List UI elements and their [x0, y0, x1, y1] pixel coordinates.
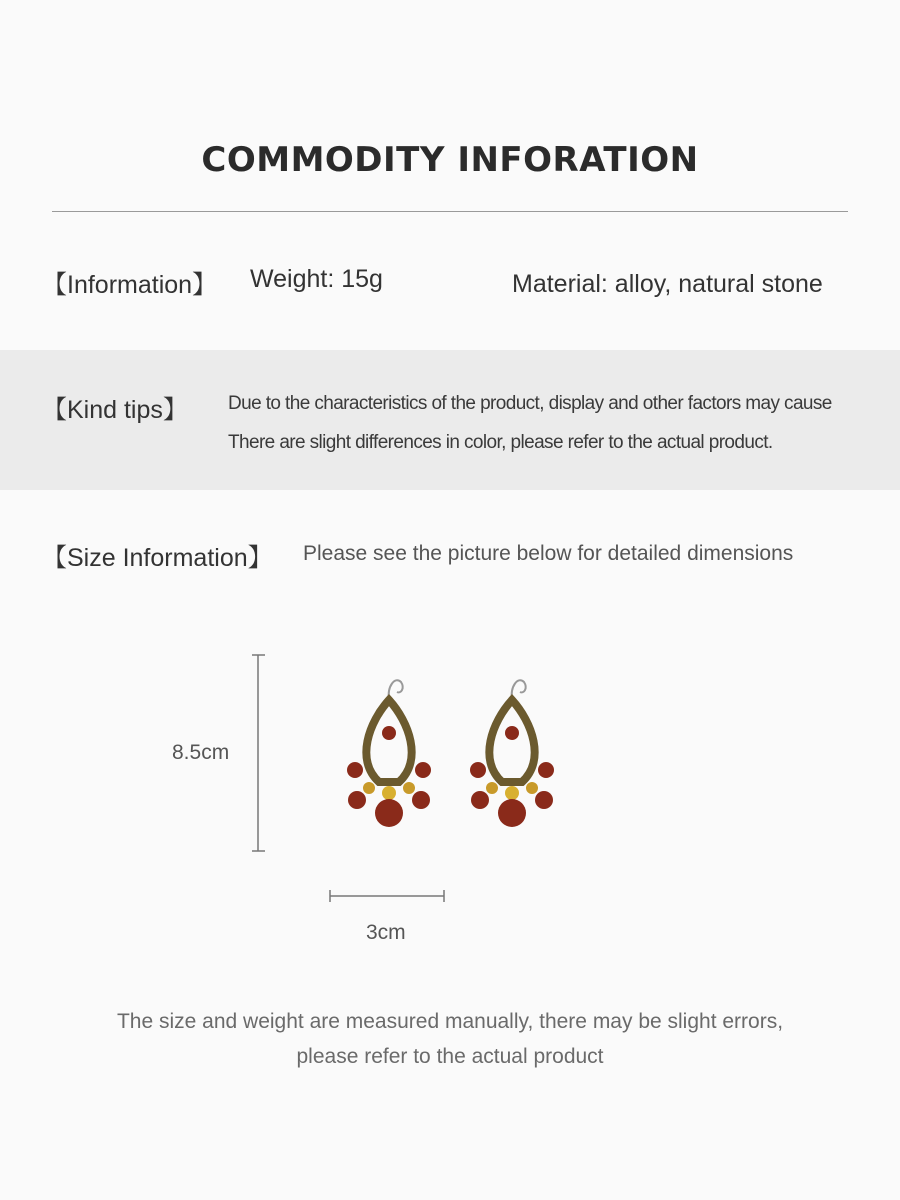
weight-value: Weight: 15g	[250, 265, 383, 293]
kind-tips-label: 【Kind tips】	[42, 396, 188, 424]
footer-note-line-2: please refer to the actual product	[296, 1045, 604, 1068]
earring-image-left	[347, 680, 431, 827]
earring-image-right	[470, 680, 554, 827]
size-information-label: 【Size Information】	[42, 544, 273, 572]
kind-tips-line-1: Due to the characteristics of the product, display and other factors may cause	[228, 393, 832, 414]
height-dimension-line	[252, 655, 265, 851]
width-dimension-label: 3cm	[366, 921, 406, 944]
kind-tips-line-2: There are slight differences in color, please refer to the actual product.	[228, 432, 773, 453]
size-information-note: Please see the picture below for detailed dimensions	[303, 542, 794, 565]
footer-note-line-1: The size and weight are measured manually, there may be slight errors,	[116, 1010, 784, 1033]
width-dimension-line	[330, 890, 444, 902]
height-dimension-label: 8.5cm	[172, 741, 230, 764]
page-title: COMMODITY INFORATION	[201, 140, 699, 180]
information-label: 【Information】	[42, 271, 218, 299]
material-value: Material: alloy, natural stone	[512, 270, 823, 298]
